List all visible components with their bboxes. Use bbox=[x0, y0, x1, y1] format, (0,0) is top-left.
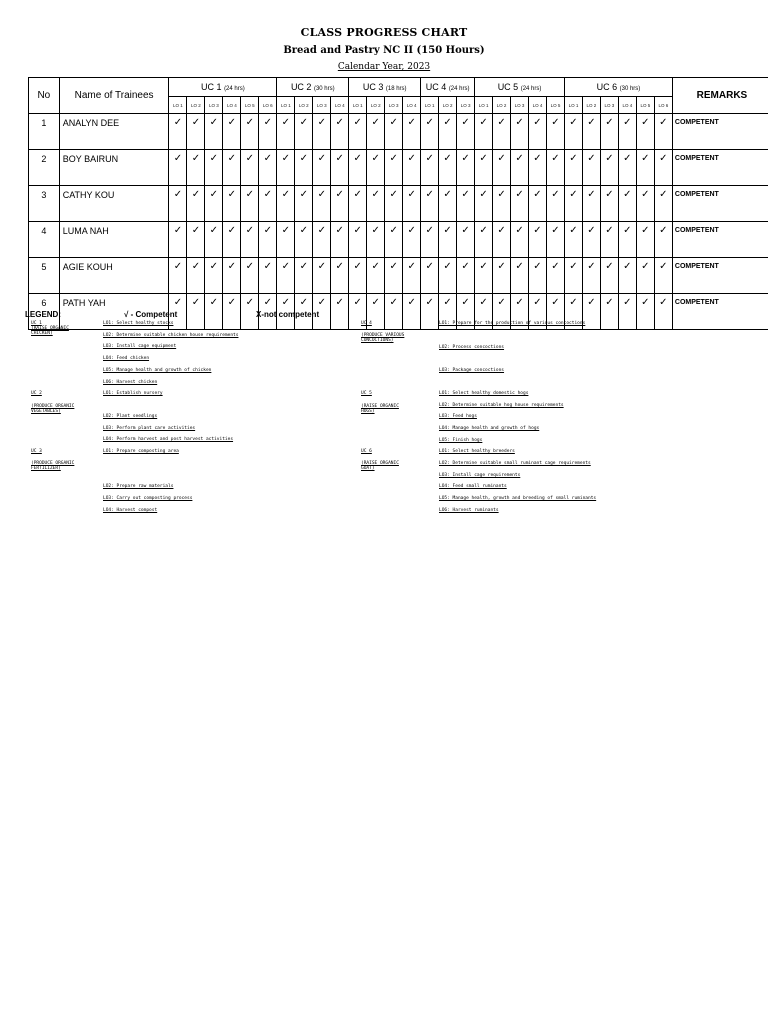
legend-lo-item: LO2: Process concoctions bbox=[439, 345, 505, 350]
check-mark-icon: ✓ bbox=[475, 222, 493, 258]
trainee-no: 1 bbox=[29, 114, 60, 150]
legend-lo-item: LO1: Establish nursery bbox=[103, 391, 163, 396]
check-mark-icon: ✓ bbox=[618, 114, 636, 150]
check-mark-icon: ✓ bbox=[564, 294, 582, 330]
lo-header: LO 1 bbox=[349, 97, 367, 114]
check-mark-icon: ✓ bbox=[654, 258, 672, 294]
check-mark-icon: ✓ bbox=[295, 114, 313, 150]
check-mark-icon: ✓ bbox=[349, 222, 367, 258]
check-mark-icon: ✓ bbox=[241, 222, 259, 258]
check-mark-icon: ✓ bbox=[187, 258, 205, 294]
uc-hours: (30 hrs) bbox=[313, 86, 335, 92]
lo-header: LO 3 bbox=[205, 97, 223, 114]
check-mark-icon: ✓ bbox=[511, 294, 529, 330]
check-mark-icon: ✓ bbox=[636, 222, 654, 258]
check-mark-icon: ✓ bbox=[582, 150, 600, 186]
check-mark-icon: ✓ bbox=[582, 186, 600, 222]
check-mark-icon: ✓ bbox=[259, 150, 277, 186]
lo-header: LO 2 bbox=[367, 97, 385, 114]
legend-lo-item: LO4: Harvest compost bbox=[103, 508, 158, 513]
check-mark-icon: ✓ bbox=[187, 114, 205, 150]
check-mark-icon: ✓ bbox=[367, 114, 385, 150]
trainee-row bbox=[29, 222, 768, 258]
legend-lo-item: LO2: Determine suitable hog house requirements bbox=[439, 403, 564, 408]
check-mark-icon: ✓ bbox=[511, 186, 529, 222]
uc-header bbox=[349, 78, 421, 97]
trainee-remarks: COMPETENT bbox=[672, 186, 768, 222]
check-mark-icon: ✓ bbox=[439, 258, 457, 294]
trainee-rows bbox=[29, 114, 768, 330]
check-mark-icon: ✓ bbox=[546, 150, 564, 186]
legend-lo-item: LO3: Carry out composting process bbox=[103, 496, 193, 501]
check-mark-icon: ✓ bbox=[493, 294, 511, 330]
check-mark-icon: ✓ bbox=[600, 114, 618, 150]
uc-hours: (18 hrs) bbox=[385, 86, 407, 92]
uc-hours: (24 hrs) bbox=[448, 86, 470, 92]
check-mark-icon: ✓ bbox=[169, 150, 187, 186]
lo-header: LO 1 bbox=[277, 97, 295, 114]
check-mark-icon: ✓ bbox=[636, 114, 654, 150]
check-mark-icon: ✓ bbox=[385, 222, 403, 258]
legend-lo-item: LO1: Prepare composting area bbox=[103, 449, 179, 454]
check-mark-icon: ✓ bbox=[331, 222, 349, 258]
check-mark-icon: ✓ bbox=[618, 222, 636, 258]
lo-header: LO 3 bbox=[313, 97, 331, 114]
check-mark-icon: ✓ bbox=[529, 186, 547, 222]
check-mark-icon: ✓ bbox=[600, 294, 618, 330]
uc-header bbox=[277, 78, 349, 97]
lo-header: LO 6 bbox=[259, 97, 277, 114]
check-mark-icon: ✓ bbox=[277, 294, 295, 330]
lo-header: LO 1 bbox=[564, 97, 582, 114]
legend-not-competent: X-not competent bbox=[256, 310, 320, 319]
check-mark-icon: ✓ bbox=[457, 150, 475, 186]
check-mark-icon: ✓ bbox=[600, 186, 618, 222]
check-mark-icon: ✓ bbox=[367, 294, 385, 330]
legend-lo-item: LO1: Select healthy breeders bbox=[439, 449, 515, 454]
check-mark-icon: ✓ bbox=[259, 294, 277, 330]
col-header-remarks: REMARKS bbox=[672, 78, 768, 114]
legend-uc-label: UC 4 bbox=[361, 321, 372, 326]
check-mark-icon: ✓ bbox=[618, 294, 636, 330]
check-mark-icon: ✓ bbox=[277, 258, 295, 294]
check-mark-icon: ✓ bbox=[223, 114, 241, 150]
check-mark-icon: ✓ bbox=[349, 114, 367, 150]
check-mark-icon: ✓ bbox=[205, 150, 223, 186]
legend-lo-item: LO1: Select healthy domestic hogs bbox=[439, 391, 529, 396]
check-mark-icon: ✓ bbox=[493, 186, 511, 222]
check-mark-icon: ✓ bbox=[313, 186, 331, 222]
check-mark-icon: ✓ bbox=[331, 294, 349, 330]
legend-uc-label: UC 6 bbox=[361, 449, 372, 454]
lo-header: LO 4 bbox=[403, 97, 421, 114]
calendar-year: Calendar Year, 2023 bbox=[337, 62, 431, 72]
check-mark-icon: ✓ bbox=[205, 258, 223, 294]
check-mark-icon: ✓ bbox=[457, 186, 475, 222]
uc-label: UC 3 bbox=[362, 82, 384, 92]
check-mark-icon: ✓ bbox=[385, 294, 403, 330]
trainee-name: PATH YAH bbox=[59, 294, 169, 330]
lo-header: LO 6 bbox=[654, 97, 672, 114]
check-mark-icon: ✓ bbox=[529, 258, 547, 294]
check-mark-icon: ✓ bbox=[259, 258, 277, 294]
trainee-no: 3 bbox=[29, 186, 60, 222]
check-mark-icon: ✓ bbox=[493, 222, 511, 258]
page-title: CLASS PROGRESS CHART bbox=[300, 26, 468, 39]
check-mark-icon: ✓ bbox=[654, 150, 672, 186]
uc-hours: (24 hrs) bbox=[520, 86, 542, 92]
check-mark-icon: ✓ bbox=[187, 150, 205, 186]
check-mark-icon: ✓ bbox=[421, 222, 439, 258]
check-mark-icon: ✓ bbox=[385, 114, 403, 150]
check-mark-icon: ✓ bbox=[636, 186, 654, 222]
uc-label: UC 1 bbox=[201, 82, 222, 92]
legend-lo-item: LO5: Finish hogs bbox=[439, 438, 483, 443]
check-mark-icon: ✓ bbox=[654, 114, 672, 150]
legend-uc-description: (RAISE ORGANIC HOGS) bbox=[361, 404, 399, 414]
check-mark-icon: ✓ bbox=[475, 114, 493, 150]
uc-header bbox=[475, 78, 565, 97]
check-mark-icon: ✓ bbox=[223, 150, 241, 186]
check-mark-icon: ✓ bbox=[223, 294, 241, 330]
check-mark-icon: ✓ bbox=[295, 294, 313, 330]
check-mark-icon: ✓ bbox=[169, 294, 187, 330]
check-mark-icon: ✓ bbox=[439, 114, 457, 150]
legend-lo-item: LO3: Install cage requirements bbox=[439, 473, 521, 478]
check-mark-icon: ✓ bbox=[313, 150, 331, 186]
check-mark-icon: ✓ bbox=[187, 186, 205, 222]
lo-header: LO 2 bbox=[493, 97, 511, 114]
lo-header: LO 4 bbox=[529, 97, 547, 114]
legend-lo-item: LO6: Harvest chicken bbox=[103, 380, 158, 385]
legend-lo-item: LO2: Determine suitable chicken house requirements bbox=[103, 333, 239, 338]
check-mark-icon: ✓ bbox=[421, 258, 439, 294]
legend-lo-item: LO6: Harvest ruminants bbox=[439, 508, 499, 513]
uc-header bbox=[564, 78, 672, 97]
check-mark-icon: ✓ bbox=[439, 294, 457, 330]
legend-uc-label: UC 5 bbox=[361, 391, 372, 396]
check-mark-icon: ✓ bbox=[564, 114, 582, 150]
trainee-no: 5 bbox=[29, 258, 60, 294]
check-mark-icon: ✓ bbox=[600, 258, 618, 294]
check-mark-icon: ✓ bbox=[187, 222, 205, 258]
legend-uc-description: (RAISE ORGANIC GOAT) bbox=[361, 461, 399, 471]
check-mark-icon: ✓ bbox=[187, 294, 205, 330]
check-mark-icon: ✓ bbox=[169, 114, 187, 150]
check-mark-icon: ✓ bbox=[313, 258, 331, 294]
check-mark-icon: ✓ bbox=[403, 150, 421, 186]
check-mark-icon: ✓ bbox=[241, 294, 259, 330]
check-mark-icon: ✓ bbox=[169, 186, 187, 222]
check-mark-icon: ✓ bbox=[259, 114, 277, 150]
col-header-name: Name of Trainees bbox=[59, 78, 169, 114]
check-mark-icon: ✓ bbox=[564, 258, 582, 294]
check-mark-icon: ✓ bbox=[457, 294, 475, 330]
check-mark-icon: ✓ bbox=[493, 114, 511, 150]
check-mark-icon: ✓ bbox=[475, 294, 493, 330]
check-mark-icon: ✓ bbox=[654, 222, 672, 258]
check-mark-icon: ✓ bbox=[529, 150, 547, 186]
check-mark-icon: ✓ bbox=[529, 294, 547, 330]
check-mark-icon: ✓ bbox=[546, 114, 564, 150]
check-mark-icon: ✓ bbox=[564, 222, 582, 258]
check-mark-icon: ✓ bbox=[349, 294, 367, 330]
legend-lo-item: LO2: Determine suitable small ruminant cage requirements bbox=[439, 461, 591, 466]
trainee-remarks: COMPETENT bbox=[672, 114, 768, 150]
check-mark-icon: ✓ bbox=[421, 114, 439, 150]
check-mark-icon: ✓ bbox=[241, 114, 259, 150]
check-mark-icon: ✓ bbox=[511, 114, 529, 150]
trainee-row bbox=[29, 150, 768, 186]
check-mark-icon: ✓ bbox=[277, 114, 295, 150]
check-mark-icon: ✓ bbox=[331, 114, 349, 150]
check-mark-icon: ✓ bbox=[600, 150, 618, 186]
check-mark-icon: ✓ bbox=[331, 258, 349, 294]
trainee-name: BOY BAIRUN bbox=[59, 150, 169, 186]
check-mark-icon: ✓ bbox=[205, 114, 223, 150]
legend-lo-item: LO5: Manage health and growth of chicken bbox=[103, 368, 212, 373]
check-mark-icon: ✓ bbox=[385, 258, 403, 294]
check-mark-icon: ✓ bbox=[259, 222, 277, 258]
check-mark-icon: ✓ bbox=[313, 222, 331, 258]
lo-header: LO 3 bbox=[457, 97, 475, 114]
check-mark-icon: ✓ bbox=[205, 294, 223, 330]
check-mark-icon: ✓ bbox=[241, 258, 259, 294]
trainee-name: CATHY KOU bbox=[59, 186, 169, 222]
check-mark-icon: ✓ bbox=[564, 150, 582, 186]
trainee-no: 6 bbox=[29, 294, 60, 330]
legend-lo-item: LO3: Package concoctions bbox=[439, 368, 505, 373]
course-subtitle: Bread and Pastry NC II (150 Hours) bbox=[283, 45, 485, 56]
trainee-remarks: COMPETENT bbox=[672, 150, 768, 186]
check-mark-icon: ✓ bbox=[457, 258, 475, 294]
lo-header: LO 2 bbox=[439, 97, 457, 114]
legend-lo-item: LO4: Perform harvest and post harvest activities bbox=[103, 437, 234, 442]
legend-lo-item: LO1: Select healthy stocks bbox=[103, 321, 174, 326]
check-mark-icon: ✓ bbox=[277, 150, 295, 186]
check-mark-icon: ✓ bbox=[223, 258, 241, 294]
check-mark-icon: ✓ bbox=[367, 150, 385, 186]
trainee-row bbox=[29, 114, 768, 150]
check-mark-icon: ✓ bbox=[223, 222, 241, 258]
legend-uc-label: UC 3 bbox=[31, 449, 42, 454]
check-mark-icon: ✓ bbox=[546, 258, 564, 294]
check-mark-icon: ✓ bbox=[385, 186, 403, 222]
check-mark-icon: ✓ bbox=[205, 222, 223, 258]
check-mark-icon: ✓ bbox=[367, 186, 385, 222]
legend-lo-item: LO2: Prepare raw materials bbox=[103, 484, 174, 489]
check-mark-icon: ✓ bbox=[564, 186, 582, 222]
check-mark-icon: ✓ bbox=[511, 150, 529, 186]
progress-table bbox=[28, 77, 768, 330]
check-mark-icon: ✓ bbox=[546, 294, 564, 330]
legend-lo-item: LO3: Feed hogs bbox=[439, 414, 477, 419]
check-mark-icon: ✓ bbox=[654, 294, 672, 330]
trainee-remarks: COMPETENT bbox=[672, 294, 768, 330]
check-mark-icon: ✓ bbox=[636, 150, 654, 186]
trainee-name: ANALYN DEE bbox=[59, 114, 169, 150]
check-mark-icon: ✓ bbox=[618, 150, 636, 186]
check-mark-icon: ✓ bbox=[295, 222, 313, 258]
trainee-remarks: COMPETENT bbox=[672, 258, 768, 294]
lo-header: LO 2 bbox=[295, 97, 313, 114]
check-mark-icon: ✓ bbox=[295, 258, 313, 294]
check-mark-icon: ✓ bbox=[475, 258, 493, 294]
legend-competent: √ - Competent bbox=[124, 310, 178, 319]
check-mark-icon: ✓ bbox=[349, 186, 367, 222]
check-mark-icon: ✓ bbox=[403, 186, 421, 222]
col-header-no: No bbox=[29, 78, 60, 114]
check-mark-icon: ✓ bbox=[546, 186, 564, 222]
check-mark-icon: ✓ bbox=[295, 186, 313, 222]
lo-header: LO 3 bbox=[511, 97, 529, 114]
lo-header: LO 5 bbox=[546, 97, 564, 114]
trainee-row bbox=[29, 186, 768, 222]
lo-header: LO 4 bbox=[618, 97, 636, 114]
check-mark-icon: ✓ bbox=[636, 294, 654, 330]
uc-label: UC 6 bbox=[596, 82, 618, 92]
check-mark-icon: ✓ bbox=[403, 114, 421, 150]
check-mark-icon: ✓ bbox=[241, 186, 259, 222]
check-mark-icon: ✓ bbox=[618, 258, 636, 294]
legend-uc-description: (PRODUCE VARIOUS CONCOCTIONS) bbox=[361, 333, 405, 343]
check-mark-icon: ✓ bbox=[367, 222, 385, 258]
check-mark-icon: ✓ bbox=[259, 186, 277, 222]
check-mark-icon: ✓ bbox=[385, 150, 403, 186]
check-mark-icon: ✓ bbox=[511, 258, 529, 294]
check-mark-icon: ✓ bbox=[582, 114, 600, 150]
check-mark-icon: ✓ bbox=[331, 150, 349, 186]
check-mark-icon: ✓ bbox=[403, 222, 421, 258]
legend-uc-description: (PRODUCE ORGANIC FERTILIZER) bbox=[31, 461, 75, 471]
check-mark-icon: ✓ bbox=[223, 186, 241, 222]
check-mark-icon: ✓ bbox=[367, 258, 385, 294]
trainee-row bbox=[29, 258, 768, 294]
check-mark-icon: ✓ bbox=[421, 186, 439, 222]
check-mark-icon: ✓ bbox=[439, 186, 457, 222]
check-mark-icon: ✓ bbox=[582, 294, 600, 330]
check-mark-icon: ✓ bbox=[349, 258, 367, 294]
trainee-name: LUMA NAH bbox=[59, 222, 169, 258]
legend-uc-label: UC 2 bbox=[31, 391, 42, 396]
lo-header: LO 3 bbox=[385, 97, 403, 114]
uc-header bbox=[169, 78, 277, 97]
uc-header bbox=[421, 78, 475, 97]
uc-label: UC 5 bbox=[497, 82, 519, 92]
uc-hours: (30 hrs) bbox=[619, 86, 641, 92]
check-mark-icon: ✓ bbox=[439, 150, 457, 186]
check-mark-icon: ✓ bbox=[421, 150, 439, 186]
check-mark-icon: ✓ bbox=[511, 222, 529, 258]
check-mark-icon: ✓ bbox=[600, 222, 618, 258]
check-mark-icon: ✓ bbox=[493, 258, 511, 294]
lo-header: LO 3 bbox=[600, 97, 618, 114]
check-mark-icon: ✓ bbox=[421, 294, 439, 330]
check-mark-icon: ✓ bbox=[313, 294, 331, 330]
trainee-no: 2 bbox=[29, 150, 60, 186]
lo-header: LO 4 bbox=[223, 97, 241, 114]
lo-header: LO 1 bbox=[421, 97, 439, 114]
check-mark-icon: ✓ bbox=[457, 114, 475, 150]
lo-header: LO 5 bbox=[636, 97, 654, 114]
legend-lo-item: LO3: Perform plant care activities bbox=[103, 426, 196, 431]
legend-lo-item: LO4: Manage health and growth of hogs bbox=[439, 426, 540, 431]
legend-lo-item: LO5: Manage health, growth and breeding of small ruminants bbox=[439, 496, 597, 501]
check-mark-icon: ✓ bbox=[205, 186, 223, 222]
check-mark-icon: ✓ bbox=[475, 186, 493, 222]
check-mark-icon: ✓ bbox=[582, 222, 600, 258]
check-mark-icon: ✓ bbox=[331, 186, 349, 222]
check-mark-icon: ✓ bbox=[349, 150, 367, 186]
check-mark-icon: ✓ bbox=[546, 222, 564, 258]
legend-uc-description: (PRODUCE ORGANIC VEGETABLES) bbox=[31, 404, 75, 414]
lo-header: LO 1 bbox=[475, 97, 493, 114]
legend-lo-item: LO2: Plant seedlings bbox=[103, 414, 158, 419]
check-mark-icon: ✓ bbox=[654, 186, 672, 222]
legend-lo-item: LO3: Install cage equipment bbox=[103, 344, 177, 349]
lo-header: LO 2 bbox=[582, 97, 600, 114]
check-mark-icon: ✓ bbox=[618, 186, 636, 222]
legend-lo-item: LO4: Feed chicken bbox=[103, 356, 150, 361]
check-mark-icon: ✓ bbox=[313, 114, 331, 150]
lo-header: LO 2 bbox=[187, 97, 205, 114]
legend-uc-label: UC 1 bbox=[31, 321, 42, 326]
uc-label: UC 4 bbox=[425, 82, 447, 92]
check-mark-icon: ✓ bbox=[295, 150, 313, 186]
lo-header: LO 5 bbox=[241, 97, 259, 114]
check-mark-icon: ✓ bbox=[439, 222, 457, 258]
uc-hours: (24 hrs) bbox=[224, 86, 245, 92]
check-mark-icon: ✓ bbox=[457, 222, 475, 258]
check-mark-icon: ✓ bbox=[636, 258, 654, 294]
check-mark-icon: ✓ bbox=[529, 114, 547, 150]
check-mark-icon: ✓ bbox=[169, 258, 187, 294]
check-mark-icon: ✓ bbox=[493, 150, 511, 186]
header-row-units bbox=[29, 78, 768, 97]
check-mark-icon: ✓ bbox=[277, 186, 295, 222]
trainee-remarks: COMPETENT bbox=[672, 222, 768, 258]
check-mark-icon: ✓ bbox=[241, 150, 259, 186]
check-mark-icon: ✓ bbox=[403, 294, 421, 330]
legend-uc-description: (RAISE ORGANIC CHICKEN) bbox=[31, 326, 69, 336]
legend-lo-item: LO1: Prepare for the production of various concoctions bbox=[439, 321, 586, 326]
check-mark-icon: ✓ bbox=[529, 222, 547, 258]
legend-lo-item: LO4: Feed small ruminants bbox=[439, 484, 507, 489]
trainee-no: 4 bbox=[29, 222, 60, 258]
check-mark-icon: ✓ bbox=[582, 258, 600, 294]
trainee-name: AGIE KOUH bbox=[59, 258, 169, 294]
check-mark-icon: ✓ bbox=[475, 150, 493, 186]
check-mark-icon: ✓ bbox=[169, 222, 187, 258]
lo-header: LO 4 bbox=[331, 97, 349, 114]
check-mark-icon: ✓ bbox=[403, 258, 421, 294]
uc-label: UC 2 bbox=[290, 82, 312, 92]
lo-header: LO 1 bbox=[169, 97, 187, 114]
legend-label: LEGEND: bbox=[25, 310, 61, 319]
check-mark-icon: ✓ bbox=[277, 222, 295, 258]
